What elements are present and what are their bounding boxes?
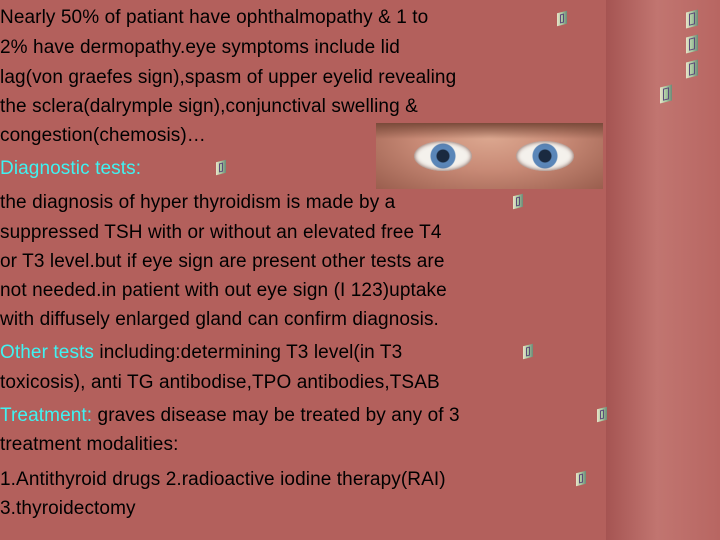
diagnostic-heading: Diagnostic tests: [0, 158, 142, 179]
ornament-icon [660, 86, 672, 102]
text-line: 1.Antithyroid drugs 2.radioactive iodine therapy(RAI) [0, 469, 446, 490]
text-line: Nearly 50% of patiant have ophthalmopathy & 1 to [0, 7, 429, 28]
text-run: graves disease may be treated by any of 3 [92, 405, 460, 426]
text-line: the diagnosis of hyper thyroidism is made by a [0, 192, 396, 213]
text-line: 2% have dermopathy.eye symptoms include lid [0, 37, 400, 58]
text-line: the sclera(dalrymple sign),conjunctival swelling & [0, 96, 418, 117]
other-tests-heading: Other tests [0, 342, 95, 363]
text-line [0, 405, 460, 427]
text-line: toxicosis), anti TG antibodise,TPO antibodies,TSAB [0, 372, 440, 393]
text-line: suppressed TSH with or without an elevated free T4 [0, 222, 442, 243]
text-line: congestion(chemosis)… [0, 125, 206, 146]
ornament-icon [686, 36, 698, 52]
text-line: with diffusely enlarged gland can confirm diagnosis. [0, 309, 439, 330]
treatment-heading: Treatment: [0, 405, 93, 426]
ornament-icon [686, 11, 698, 27]
text-line: treatment modalities: [0, 434, 179, 455]
slide-bullet-icon [513, 195, 523, 208]
ornament-icon [686, 61, 698, 77]
text-line: not needed.in patient with out eye sign (I 123)uptake [0, 280, 447, 301]
text-line [0, 342, 402, 364]
text-line: or T3 level.but if eye sign are present other tests are [0, 251, 445, 272]
slide-bullet-icon [523, 345, 533, 358]
text-line: 3.thyroidectomy [0, 498, 136, 519]
side-panel [606, 0, 720, 540]
eyes-photo [376, 123, 603, 189]
text-line: lag(von graefes sign),spasm of upper eyelid revealing [0, 67, 457, 88]
slide-bullet-icon [557, 12, 567, 25]
slide-bullet-icon [216, 161, 226, 174]
text-run: including:determining T3 level(in T3 [94, 342, 403, 363]
slide-bullet-icon [597, 408, 607, 421]
eye [414, 141, 472, 171]
slide-bullet-icon [576, 472, 586, 485]
eye [516, 141, 574, 171]
